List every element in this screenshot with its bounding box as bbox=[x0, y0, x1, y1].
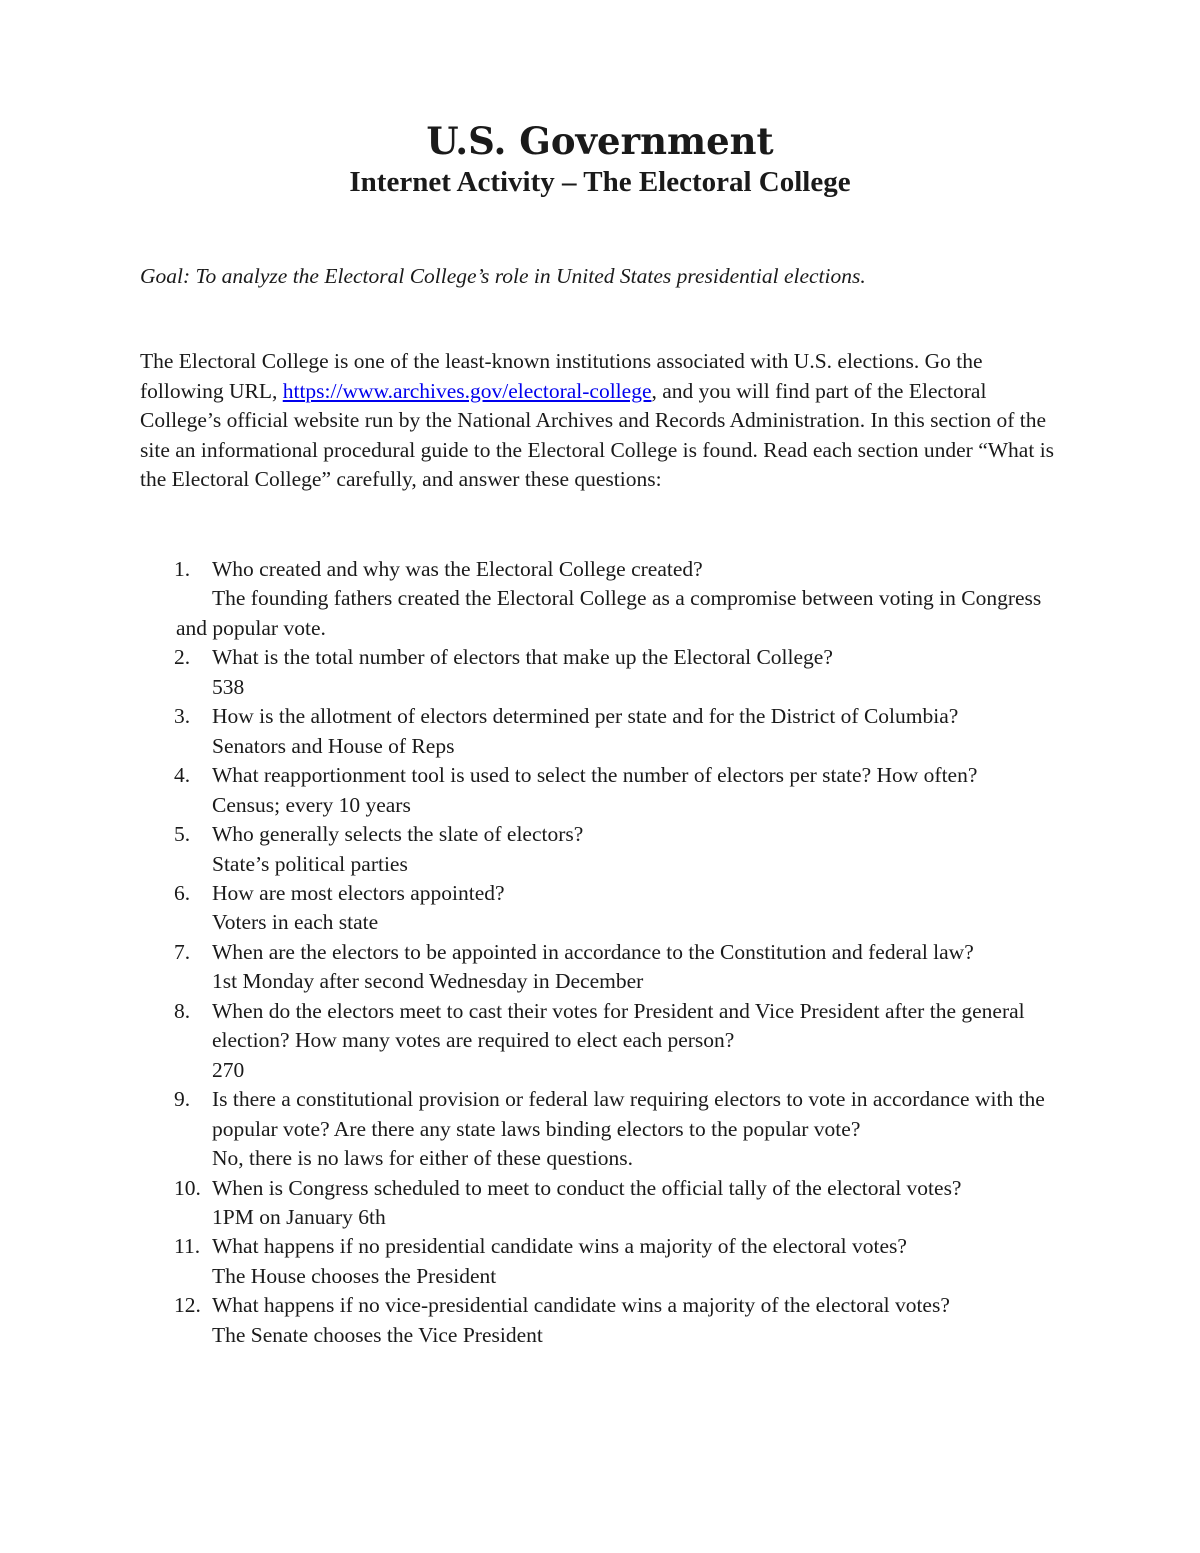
question-item: 2. What is the total number of electors that make up the Electoral College? 538 bbox=[140, 643, 1070, 702]
question-text: How are most electors appointed? bbox=[212, 880, 505, 905]
intro-paragraph bbox=[140, 347, 1070, 495]
page-subtitle: Internet Activity – The Electoral College bbox=[349, 166, 851, 198]
question-item: 6. How are most electors appointed? Voters in each state bbox=[140, 879, 1070, 938]
answer-text: Senators and House of Reps bbox=[212, 733, 455, 758]
answer-text: 1st Monday after second Wednesday in December bbox=[212, 969, 644, 994]
question-text: How is the allotment of electors determined per state and for the District of Columbia? bbox=[212, 704, 959, 729]
question-list bbox=[140, 555, 1070, 1350]
question-item: 1. Who created and why was the Electoral College created? The founding fathers created the Electoral College as a compromise between voting in Congress and popular vote. bbox=[140, 555, 1070, 643]
question-item: 3. How is the allotment of electors determined per state and for the District of Columbia? Senators and House of Reps bbox=[140, 702, 1070, 761]
question-item: 9. Is there a constitutional provision or federal law requiring electors to vote in accordance with the popular vote? Are there any state laws binding electors to the popular vote? No, there is no laws for either of these questions. bbox=[140, 1085, 1070, 1173]
question-text: Who generally selects the slate of electors? bbox=[212, 822, 584, 847]
question-text: What happens if no vice-presidential candidate wins a majority of the electoral votes? bbox=[212, 1293, 950, 1318]
answer-text: The House chooses the President bbox=[212, 1263, 497, 1288]
question-text: What reapportionment tool is used to select the number of electors per state? How often? bbox=[212, 763, 978, 788]
question-text: When do the electors meet to cast their votes for President and Vice President after the general election? How many votes are required to elect each person? bbox=[212, 998, 1025, 1053]
question-item: 5. Who generally selects the slate of electors? State’s political parties bbox=[140, 820, 1070, 879]
question-item: 4. What reapportionment tool is used to select the number of electors per state? How often? Census; every 10 years bbox=[140, 761, 1070, 820]
answer-text: The Senate chooses the Vice President bbox=[212, 1322, 543, 1347]
answer-text: State’s political parties bbox=[212, 851, 408, 876]
question-text: What is the total number of electors that make up the Electoral College? bbox=[212, 645, 833, 670]
answer-text: Census; every 10 years bbox=[212, 792, 411, 817]
question-item: 12. What happens if no vice-presidential candidate wins a majority of the electoral votes? The Senate chooses the Vice President bbox=[140, 1291, 1070, 1350]
question-item: 8. When do the electors meet to cast their votes for President and Vice President after the general election? How many votes are required to elect each person? 270 bbox=[140, 997, 1070, 1085]
electoral-college-link[interactable]: https://www.archives.gov/electoral-college bbox=[282, 378, 652, 403]
page-title: U.S. Government bbox=[426, 119, 774, 163]
answer-text: The founding fathers created the Electoral College as a compromise between voting in Congress and popular vote. bbox=[176, 586, 1042, 640]
answer-text: No, there is no laws for either of these questions. bbox=[212, 1146, 633, 1171]
goal-statement: Goal: To analyze the Electoral College’s role in United States presidential elections. bbox=[140, 264, 866, 288]
answer-text: 1PM on January 6th bbox=[212, 1204, 386, 1229]
question-item: 7. When are the electors to be appointed in accordance to the Constitution and federal law? 1st Monday after second Wednesday in December bbox=[140, 938, 1070, 997]
question-item: 11. What happens if no presidential candidate wins a majority of the electoral votes? The House chooses the President bbox=[140, 1232, 1070, 1291]
answer-text: 538 bbox=[212, 674, 245, 699]
question-text: When are the electors to be appointed in accordance to the Constitution and federal law? bbox=[212, 939, 974, 964]
question-text: What happens if no presidential candidate wins a majority of the electoral votes? bbox=[212, 1234, 907, 1259]
question-item: 10. When is Congress scheduled to meet to conduct the official tally of the electoral votes? 1PM on January 6th bbox=[140, 1174, 1070, 1233]
question-text: Who created and why was the Electoral College created? bbox=[212, 557, 703, 581]
intro-text-after-link: , and you will find part of the Electoral College’s official website run by the National Archives and Records Administration. In this section of the site an informational procedural guide to the Electoral College is found. Read each section under “What is the Electoral College” carefully, and answer these questions: bbox=[140, 378, 1055, 492]
question-text: Is there a constitutional provision or federal law requiring electors to vote in accordance with the popular vote? Are there any state laws binding electors to the popular vote? bbox=[212, 1087, 1045, 1141]
answer-text: Voters in each state bbox=[212, 910, 379, 935]
intro-text-before-link: The Electoral College is one of the least-known institutions associated with U.S. elections. Go the following URL, bbox=[140, 349, 983, 403]
answer-text: 270 bbox=[212, 1057, 245, 1082]
question-text: When is Congress scheduled to meet to conduct the official tally of the electoral votes? bbox=[212, 1175, 962, 1200]
